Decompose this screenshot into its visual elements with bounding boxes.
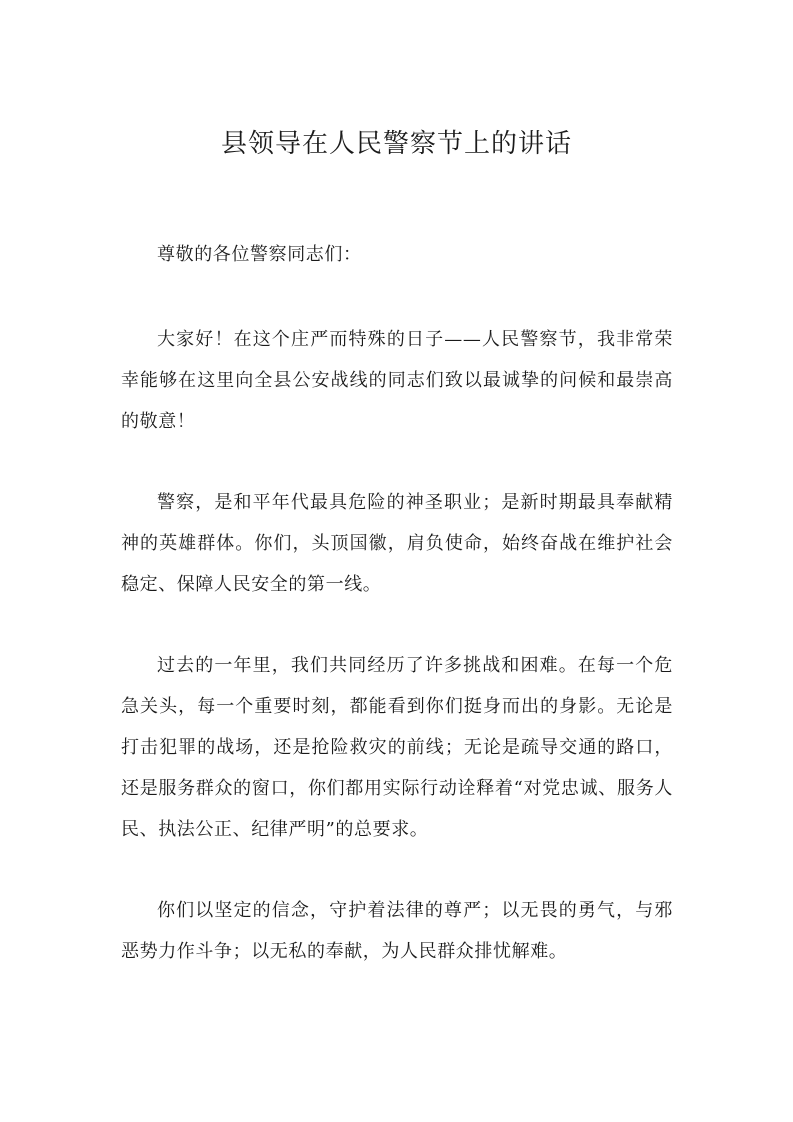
past-year-paragraph: 过去的一年里，我们共同经历了许多挑战和困难。在每一个危急关头，每一个重要时刻，都能看到你们挺身而出的身影。无论是打击犯罪的战场，还是抢险救灾的前线；无论是疏导交通的路口，还是服务群众的窗口，你们都用实际行动诠释着“对党忠诚、服务人民、执法公正、纪律严明”的总要求。: [121, 655, 673, 840]
document-body: [121, 234, 673, 1012]
police-role-paragraph: 警察，是和平年代最具危险的神圣职业；是新时期最具奉献精神的英雄群体。你们，头顶国徽，肩负使命，始终奋战在维护社会稳定、保障人民安全的第一线。: [121, 492, 673, 595]
salutation-paragraph: 尊敬的各位警察同志们：: [157, 244, 362, 265]
greeting-paragraph: 大家好！在这个庄严而特殊的日子——人民警察节，我非常荣幸能够在这里向全县公安战线的同志们致以最诚挚的问候和最崇高的敬意！: [121, 329, 673, 432]
document-title: 县领导在人民警察节上的讲话: [220, 129, 572, 159]
dedication-paragraph: 你们以坚定的信念，守护着法律的尊严；以无畏的勇气，与邪恶势力作斗争；以无私的奉献，为人民群众排忧解难。: [121, 900, 673, 962]
